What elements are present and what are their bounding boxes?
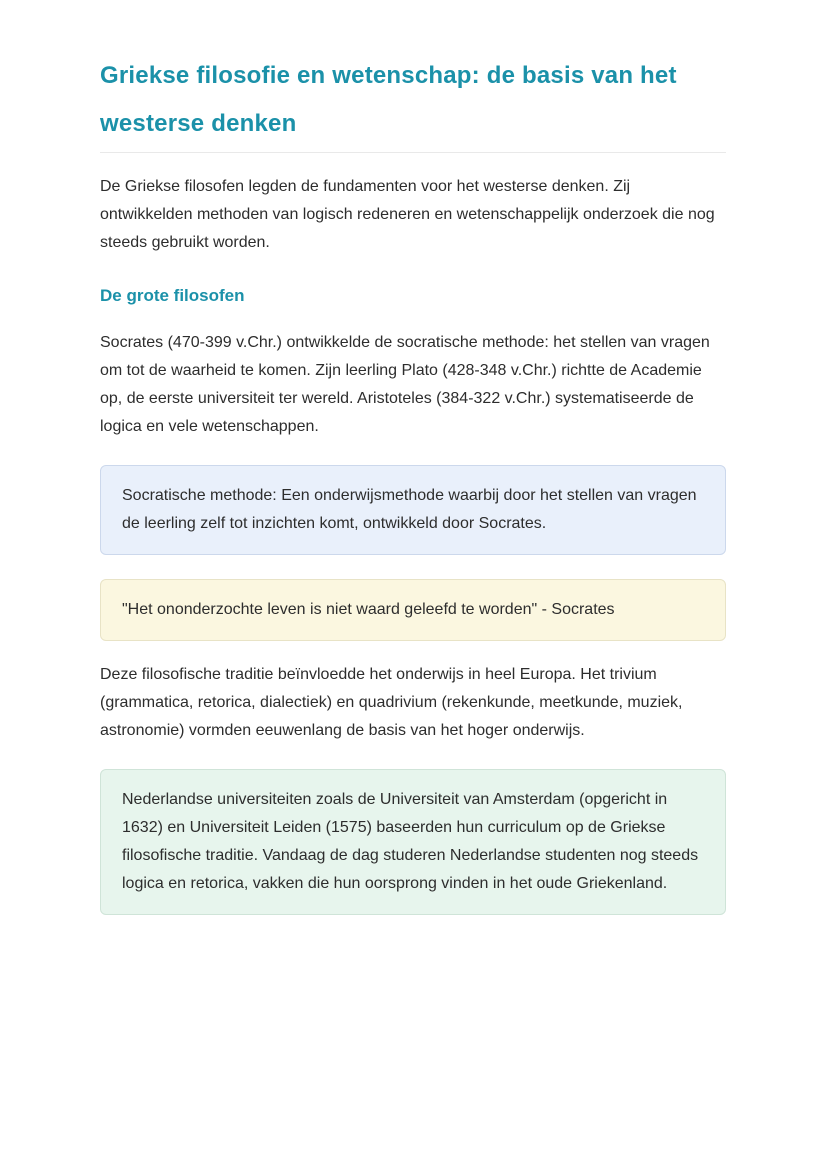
note-box-text: Nederlandse universiteiten zoals de Universiteit van Amsterdam (opgericht in 1632) en Universiteit Leiden (1575) baseerden hun curriculum op de Griekse filosofische traditie. Vandaag de dag studeren Nederlandse studenten nog steeds logica en retorica, vakken die hun oorsprong vinden in het oude Griekenland. <box>122 791 699 892</box>
definition-box-text: Socratische methode: Een onderwijsmethode waarbij door het stellen van vragen de leerling zelf tot inzichten komt, ontwikkeld door Socrates. <box>122 487 697 532</box>
definition-box <box>100 465 726 555</box>
quote-box <box>100 579 726 641</box>
title-divider <box>100 152 726 153</box>
page-title: Griekse filosofie en wetenschap: de basis van het westerse denken <box>100 62 677 137</box>
tradition-paragraph: Deze filosofische traditie beïnvloedde het onderwijs in heel Europa. Het trivium (grammatica, retorica, dialectiek) en quadrivium (rekenkunde, meetkunde, muziek, astronomie) vormden eeuwenlang de basis van het hoger onderwijs. <box>100 666 683 739</box>
quote-box-text: "Het ononderzochte leven is niet waard geleefd te worden" - Socrates <box>122 601 615 618</box>
section-heading-philosophers: De grote filosofen <box>100 286 245 305</box>
philosophers-paragraph: Socrates (470-399 v.Chr.) ontwikkelde de socratische methode: het stellen van vragen om tot de waarheid te komen. Zijn leerling Plato (428-348 v.Chr.) richtte de Academie op, de eerste universiteit ter wereld. Aristoteles (384-322 v.Chr.) systematiseerde de logica en vele wetenschappen. <box>100 334 710 435</box>
note-box <box>100 769 726 915</box>
intro-paragraph: De Griekse filosofen legden de fundamenten voor het westerse denken. Zij ontwikkelden methoden van logisch redeneren en wetenschappelijk onderzoek die nog steeds gebruikt worden. <box>100 178 715 251</box>
